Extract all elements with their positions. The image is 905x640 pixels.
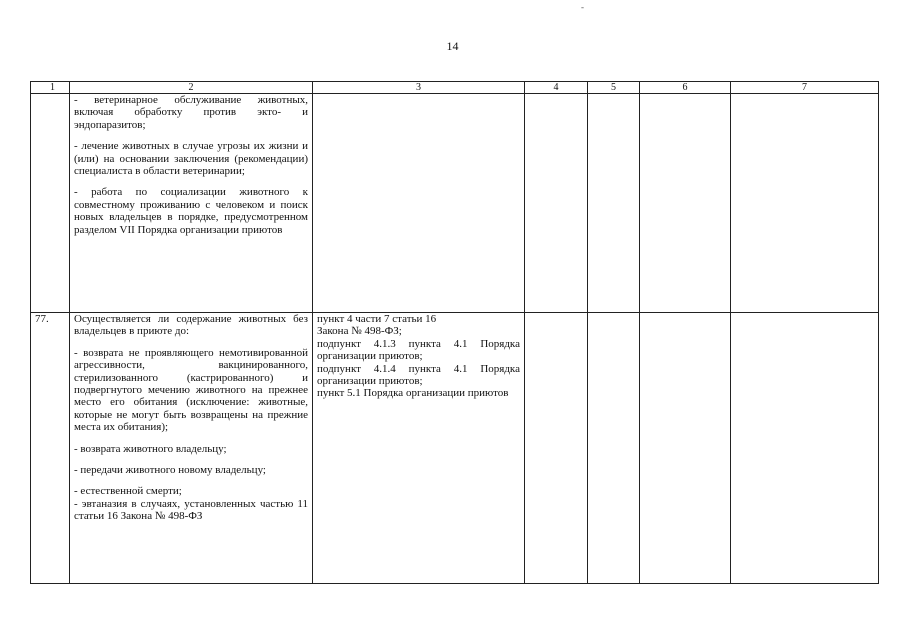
row-number: 77. — [31, 313, 70, 584]
column-header: 7 — [731, 82, 879, 94]
list-item: - эвтаназия в случаях, установленных частью 11 статьи 16 Закона № 498-ФЗ — [74, 497, 308, 523]
row-number — [31, 94, 70, 313]
requirement-cell — [70, 313, 313, 584]
list-item: - передачи животного новому владельцу; — [74, 464, 266, 477]
table-header-row — [31, 82, 879, 94]
list-item: - работа по социализации животного к совместному проживанию с человеком и поиск новых владельцев в порядке, предусмотренном разделом VII Порядка организации приютов — [74, 186, 308, 236]
legal-basis-cell: пункт 4 части 7 статьи 16 Закона № 498-ФЗ; подпункт 4.1.3 пункта 4.1 Порядка организации приютов; подпункт 4.1.4 пункта 4.1 Порядка организации приютов; пункт 5.1 Порядка организации приютов — [313, 313, 525, 584]
empty-cell — [640, 94, 731, 313]
column-header: 4 — [525, 82, 588, 94]
requirements-table — [30, 81, 879, 584]
list-item: - возврата животного владельцу; — [74, 442, 227, 455]
column-header: 3 — [313, 82, 525, 94]
page-number: 14 — [446, 39, 459, 53]
empty-cell — [525, 94, 588, 313]
empty-cell — [640, 313, 731, 584]
list-item: - ветеринарное обслуживание животных, включая обработку против экто- и эндопаразитов; — [74, 94, 308, 131]
table-row — [31, 94, 879, 313]
stray-mark: - — [581, 2, 584, 12]
list-item: - лечение животных в случае угрозы их жизни и (или) на основании заключения (рекомендации) специалиста в области ветеринарии; — [74, 140, 308, 178]
empty-cell — [525, 313, 588, 584]
column-header: 1 — [31, 82, 70, 94]
column-header: 6 — [640, 82, 731, 94]
empty-cell — [731, 94, 879, 313]
column-header: 2 — [70, 82, 313, 94]
requirement-cell — [70, 94, 313, 313]
legal-basis-cell — [313, 94, 525, 313]
question-text: Осуществляется ли содержание животных без владельцев в приюте до: — [74, 313, 308, 338]
column-header: 5 — [588, 82, 640, 94]
empty-cell — [731, 313, 879, 584]
empty-cell — [588, 313, 640, 584]
table-row — [31, 313, 879, 584]
list-item: - возврата не проявляющего немотивированной агрессивности, вакцинированного, стерилизованного (кастрированного) и подвергнутого мечению животного на прежнее место его обитания (исключение: животные, которые не могут быть возвращены на прежние места их обитания); — [74, 346, 308, 434]
list-item: - естественной смерти; — [74, 485, 182, 498]
empty-cell — [588, 94, 640, 313]
